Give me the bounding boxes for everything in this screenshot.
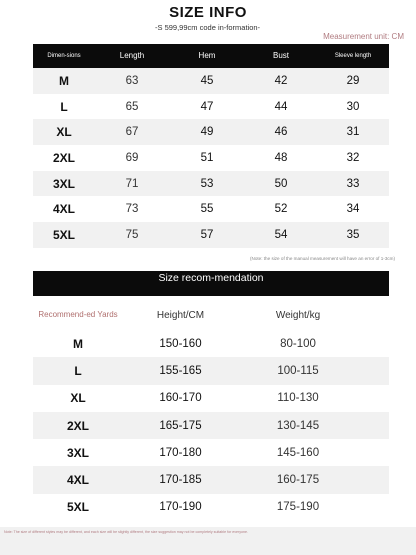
recommendation-table	[33, 330, 389, 521]
table-row	[33, 171, 389, 197]
table-row	[33, 94, 389, 120]
table-cell: 145-160	[276, 446, 320, 459]
size-label: 2XL	[52, 150, 75, 165]
column-header-length: Length	[119, 51, 145, 60]
table-cell: 65	[125, 100, 139, 113]
measurement-unit: Measurement unit: CM	[323, 32, 404, 41]
column-header-hem: Hem	[198, 51, 216, 60]
size-label: M	[59, 73, 69, 88]
size-label: 2XL	[66, 418, 89, 433]
column-header-sleeve-length: Sleeve length	[334, 53, 372, 59]
table-cell: 30	[346, 100, 360, 113]
size-label: XL	[56, 125, 72, 140]
table-row	[33, 357, 389, 384]
page-title: SIZE INFO	[169, 4, 247, 21]
size-code-subtitle: -S 599,99cm code in-formation-	[155, 23, 261, 32]
table-cell: 52	[274, 203, 288, 216]
table-cell: 42	[274, 74, 288, 87]
table-cell: 51	[200, 151, 214, 164]
table-cell: 160-170	[159, 392, 202, 405]
table-cell: 35	[346, 228, 360, 241]
size-label: 3XL	[66, 445, 89, 460]
size-chart-header	[33, 44, 389, 68]
table-cell: 48	[274, 151, 288, 164]
table-cell: 46	[274, 126, 288, 139]
column-header-recommended-yards: Recommend-ed Yards	[38, 310, 118, 319]
table-row	[33, 196, 389, 222]
column-header-dimensions: Dimen-sions	[47, 53, 81, 59]
table-cell: 57	[200, 228, 214, 241]
table-cell: 33	[346, 177, 360, 190]
recommendation-title: Size recom-mendation	[33, 271, 389, 296]
size-label: M	[73, 336, 83, 351]
table-cell: 73	[125, 203, 139, 216]
table-cell: 31	[346, 126, 360, 139]
table-row	[33, 119, 389, 145]
table-cell: 54	[274, 228, 288, 241]
table-cell: 63	[125, 74, 139, 87]
table-cell: 49	[200, 126, 214, 139]
table-cell: 50	[274, 177, 288, 190]
footer-note: Note: The size of different styles may be different, and each size will be slightly different, the size suggestion may not be completely suitable for everyone.	[4, 530, 249, 534]
table-row	[33, 222, 389, 248]
column-header-bust: Bust	[272, 51, 289, 60]
table-cell: 67	[125, 126, 139, 139]
size-label: 4XL	[52, 202, 75, 217]
table-cell: 44	[274, 100, 288, 113]
size-label: L	[60, 99, 68, 114]
table-row	[33, 68, 389, 94]
table-row	[33, 412, 389, 439]
table-cell: 175-190	[276, 501, 320, 514]
recommendation-column-headers	[33, 300, 389, 330]
footer-bar	[0, 527, 416, 555]
size-label: XL	[70, 391, 86, 406]
table-cell: 165-175	[159, 419, 202, 432]
table-cell: 29	[346, 74, 360, 87]
table-cell: 34	[346, 203, 360, 216]
column-header-weight: Weight/kg	[275, 309, 321, 321]
size-label: 4XL	[66, 473, 89, 488]
table-cell: 71	[125, 177, 139, 190]
table-cell: 53	[200, 177, 214, 190]
table-row	[33, 466, 389, 493]
column-header-height: Height/CM	[156, 309, 205, 321]
table-cell: 47	[200, 100, 214, 113]
table-row	[33, 145, 389, 171]
table-cell: 170-190	[159, 501, 202, 514]
table-cell: 150-160	[159, 337, 202, 350]
table-cell: 75	[125, 228, 139, 241]
size-chart-body	[33, 68, 389, 248]
table-cell: 45	[200, 74, 214, 87]
size-chart-table	[33, 44, 389, 248]
size-label: 5XL	[52, 227, 75, 242]
table-cell: 170-185	[159, 474, 202, 487]
table-cell: 130-145	[276, 419, 320, 432]
size-label: 5XL	[66, 500, 89, 515]
table-row	[33, 494, 389, 521]
table-cell: 170-180	[159, 446, 202, 459]
table-cell: 80-100	[280, 337, 316, 350]
table-cell: 155-165	[159, 364, 202, 377]
size-label: 3XL	[52, 176, 75, 191]
size-label: L	[74, 363, 82, 378]
table-cell: 160-175	[276, 474, 320, 487]
table-row	[33, 385, 389, 412]
table-row	[33, 330, 389, 357]
table-row	[33, 439, 389, 466]
table-cell: 69	[125, 151, 139, 164]
table-cell: 55	[200, 203, 214, 216]
table-cell: 32	[346, 151, 360, 164]
table-cell: 100-115	[277, 364, 319, 377]
table-cell: 110-130	[277, 392, 319, 405]
measurement-note: (Note: the size of the manual measurement will have an error of 1-3cm)	[250, 256, 396, 261]
